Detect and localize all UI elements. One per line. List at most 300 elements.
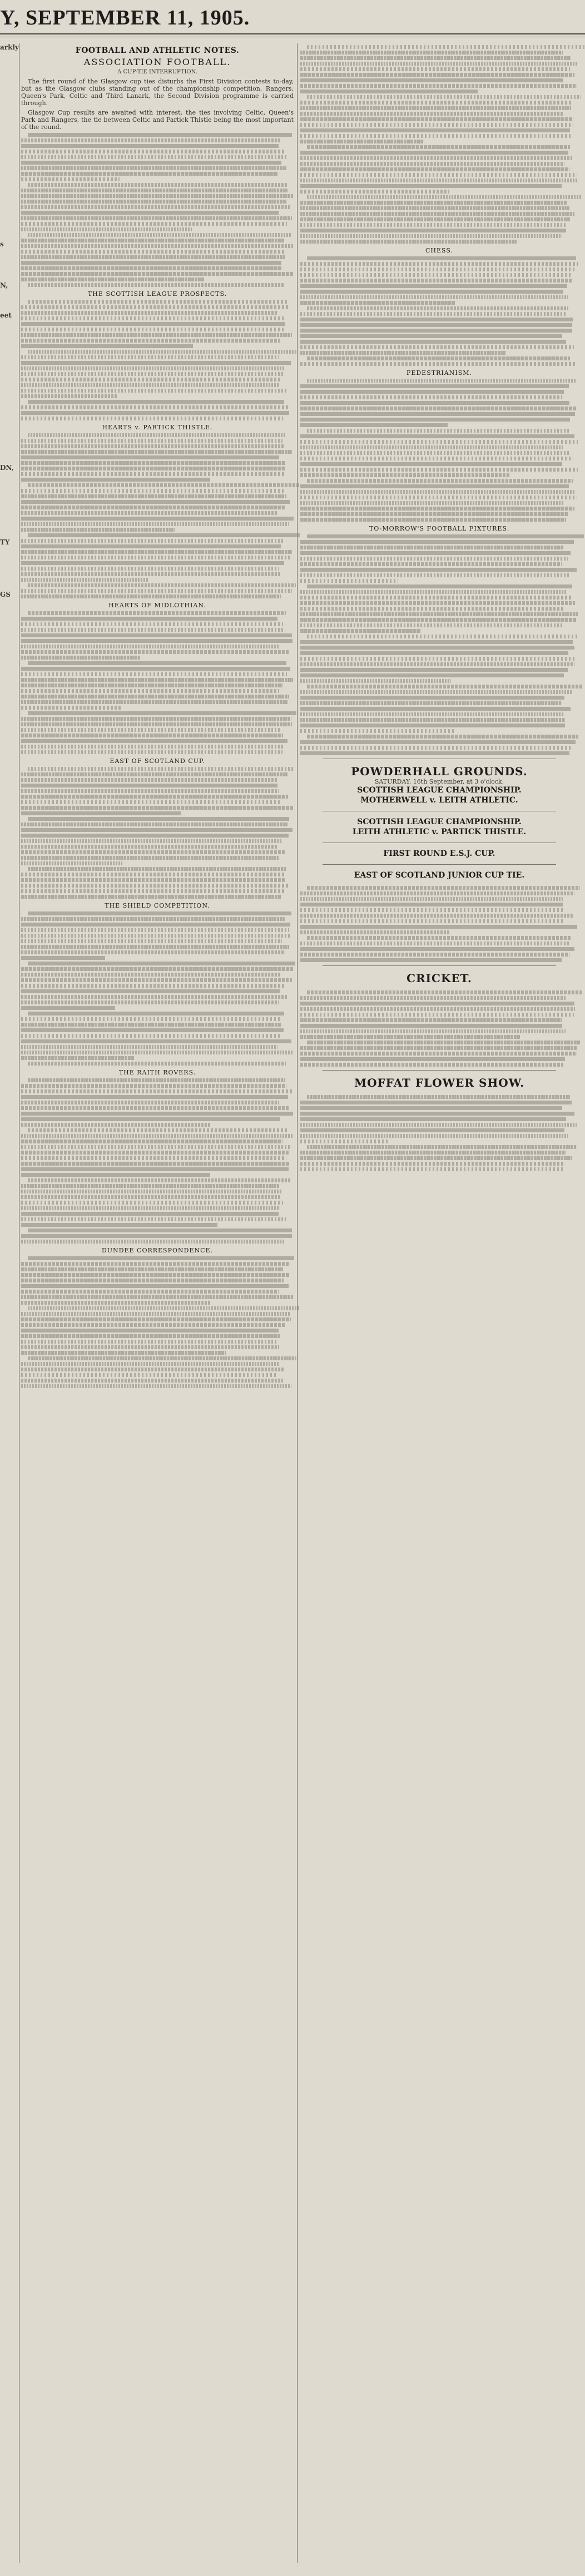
text-line: [28, 1128, 288, 1132]
text-line: [21, 339, 280, 343]
text-line: [300, 123, 573, 127]
text-line: [300, 629, 420, 633]
text-line: [21, 1334, 280, 1338]
text-line: [300, 318, 573, 321]
text-line: [21, 272, 293, 276]
text-line: [21, 177, 120, 181]
text-line: [300, 891, 574, 895]
section-heading: EAST OF SCOTLAND CUP.: [110, 757, 205, 765]
text-line: [21, 861, 122, 865]
article-paragraph: Glasgow Cup results are awaited with interest, the ties involving Celtic, Queen's Park and Rangers, the tie between Celtic and Partick Thistle being the most important of the round.: [21, 109, 294, 131]
text-line: [21, 1106, 290, 1110]
text-line: [21, 316, 285, 320]
text-line: [21, 984, 284, 988]
text-line: [21, 895, 281, 899]
text-line: [21, 550, 292, 554]
text-line: [21, 1206, 280, 1210]
text-line: [21, 1023, 281, 1027]
text-line: [21, 1140, 282, 1143]
text-line: [300, 423, 448, 427]
text-line: [21, 278, 205, 281]
text-line: [21, 1151, 289, 1155]
text-line: [300, 607, 563, 611]
text-line: [300, 262, 578, 266]
text-line: [21, 439, 282, 443]
gutter-column: [0, 43, 17, 2563]
text-line: [28, 283, 284, 287]
text-line: [28, 817, 289, 821]
text-line: [21, 189, 288, 192]
text-line: [21, 366, 285, 370]
ad-title: CRICKET.: [406, 972, 472, 985]
text-line: [21, 789, 279, 793]
text-line: [300, 490, 576, 494]
body-text-block: [21, 1078, 294, 1244]
ad-title: SCOTTISH LEAGUE CHAMPIONSHIP.: [357, 818, 522, 826]
body-text-block: [21, 133, 294, 287]
text-line: [300, 206, 570, 210]
ad-title: EAST OF SCOTLAND JUNIOR CUP TIE.: [354, 871, 525, 880]
text-line: [21, 1145, 290, 1149]
body-text-block: [300, 45, 578, 244]
text-line: [21, 544, 281, 548]
text-line: [28, 1256, 294, 1260]
text-line: [300, 117, 573, 121]
text-line: [300, 579, 398, 583]
body-text-block: [21, 1256, 294, 1388]
text-line: [28, 1228, 292, 1232]
text-line: [21, 172, 278, 176]
text-line: [21, 967, 293, 971]
text-line: [300, 679, 451, 683]
text-line: [300, 512, 568, 516]
text-line: [21, 595, 281, 598]
text-line: [300, 201, 567, 205]
text-line: [307, 534, 584, 538]
text-line: [21, 522, 289, 526]
text-line: [300, 457, 573, 460]
text-line: [300, 162, 564, 166]
ad-title: MOFFAT FLOWER SHOW.: [354, 1076, 525, 1089]
text-line: [300, 651, 568, 655]
text-line: [28, 1078, 285, 1082]
text-line: [21, 772, 288, 776]
text-line: [300, 412, 575, 416]
text-line: [300, 134, 571, 138]
text-line: [21, 956, 105, 960]
text-line: [300, 1134, 568, 1138]
text-line: [21, 1212, 279, 1216]
text-line: [300, 462, 562, 466]
text-line: [21, 689, 279, 693]
gutter-word: DN,: [0, 464, 14, 472]
text-line: [300, 279, 573, 283]
text-line: [300, 958, 562, 962]
section-heading: TO-MORROW'S FOOTBALL FIXTURES.: [369, 525, 510, 532]
section-heading: THE RAITH ROVERS.: [118, 1069, 196, 1076]
text-line: [21, 1190, 281, 1193]
text-line: [300, 140, 424, 143]
text-line: [300, 712, 563, 716]
text-line: [28, 533, 300, 537]
text-line: [21, 539, 284, 543]
text-line: [28, 483, 300, 487]
text-line: [300, 217, 571, 221]
text-line: [21, 923, 290, 927]
text-line: [21, 589, 292, 593]
body-text-block: [21, 433, 294, 598]
text-line: [300, 56, 571, 60]
text-line: [21, 333, 292, 337]
section-heading: DUNDEE CORRESPONDENCE.: [101, 1247, 214, 1254]
text-line: [307, 256, 576, 260]
text-line: [21, 617, 277, 621]
text-line: [28, 661, 286, 665]
text-line: [21, 1217, 286, 1221]
text-line: [21, 1028, 284, 1032]
text-line: [300, 908, 563, 912]
section-heading: THE SCOTTISH LEAGUE PROSPECTS.: [87, 290, 227, 298]
text-line: [307, 95, 581, 99]
text-line: [21, 1034, 280, 1038]
text-line: [300, 90, 478, 93]
text-line: [21, 645, 279, 648]
text-line: [21, 628, 285, 632]
body-text-block: [300, 534, 578, 755]
text-line: [21, 878, 285, 882]
text-line: [300, 440, 578, 444]
text-line: [300, 173, 577, 177]
text-line: [300, 267, 577, 271]
text-line: [300, 390, 564, 394]
text-line: [300, 673, 564, 677]
text-line: [21, 494, 286, 498]
text-line: [21, 478, 210, 482]
text-line: [21, 1234, 292, 1238]
text-line: [300, 1167, 563, 1171]
text-line: [21, 845, 278, 849]
text-line: [300, 501, 563, 505]
text-line: [21, 1262, 290, 1266]
section-heading: PEDESTRIANISM.: [406, 369, 472, 377]
text-line: [300, 914, 573, 918]
text-line: [21, 1323, 285, 1327]
text-line: [307, 635, 579, 638]
text-line: [307, 379, 576, 383]
text-line: [300, 740, 576, 744]
text-line: [300, 184, 562, 188]
ad-subtitle: SATURDAY, 16th September, at 3 o'clock.: [374, 778, 504, 785]
ad-teams: LEITH ATHLETIC v. PARTICK THISTLE.: [352, 828, 527, 836]
text-line: [28, 767, 293, 771]
text-line: [21, 828, 292, 832]
text-line: [21, 556, 291, 559]
advertisement: [300, 765, 578, 805]
text-line: [21, 978, 292, 982]
text-line: [28, 400, 284, 404]
text-line: [21, 1301, 210, 1305]
text-line: [300, 312, 566, 316]
text-line: [21, 622, 283, 626]
text-line: [300, 167, 569, 171]
text-line: [300, 229, 566, 232]
text-line: [300, 351, 506, 355]
text-line: [21, 1329, 279, 1332]
text-line: [21, 811, 181, 815]
text-line: [300, 996, 566, 1000]
text-line: [300, 484, 569, 488]
text-line: [21, 1340, 277, 1344]
text-line: [21, 355, 279, 359]
text-line: [300, 657, 577, 661]
text-line: [300, 334, 562, 338]
advertisement: [300, 817, 578, 837]
body-text-block: [300, 379, 578, 522]
body-text-block: [21, 767, 294, 899]
text-line: [21, 405, 289, 409]
text-line: [300, 362, 576, 366]
text-line: [28, 1306, 299, 1310]
divider: [323, 864, 556, 865]
text-line: [21, 372, 285, 376]
text-line: [300, 1063, 563, 1067]
text-line: [21, 1017, 281, 1021]
text-line: [300, 746, 572, 750]
text-line: [300, 329, 572, 333]
text-line: [300, 1052, 577, 1056]
article-column-right: [300, 43, 578, 2563]
text-line: [21, 361, 291, 365]
text-line: [300, 601, 575, 605]
text-line: [300, 1007, 575, 1011]
text-line: [300, 897, 563, 901]
text-line: [300, 1057, 565, 1061]
text-line: [21, 1379, 283, 1383]
body-text-block: [300, 886, 578, 962]
text-line: [21, 1112, 293, 1116]
text-line: [300, 106, 571, 110]
section-heading: HEARTS OF MIDLOTHIAN.: [108, 602, 206, 609]
text-line: [21, 778, 277, 782]
text-line: [21, 989, 280, 993]
text-line: [21, 839, 281, 843]
text-line: [300, 301, 455, 305]
text-line: [28, 1356, 296, 1360]
text-line: [21, 722, 292, 726]
text-line: [21, 1290, 279, 1294]
text-line: [300, 507, 574, 511]
text-line: [21, 639, 292, 643]
text-line: [300, 623, 564, 627]
body-text-block: [21, 911, 294, 1066]
text-line: [21, 1223, 217, 1227]
text-line: [300, 903, 563, 906]
text-line: [21, 455, 279, 459]
text-line: [21, 1295, 294, 1299]
date-line: Y, SEPTEMBER 11, 1905.: [0, 6, 250, 29]
text-line: [300, 240, 517, 244]
text-line: [28, 133, 292, 137]
text-line: [21, 917, 285, 921]
text-line: [21, 884, 288, 888]
text-line: [28, 867, 286, 871]
text-line: [21, 1345, 279, 1349]
text-line: [21, 717, 291, 721]
text-line: [21, 739, 287, 743]
text-line: [307, 1041, 581, 1044]
text-line: [21, 1184, 280, 1188]
gutter-word: s: [0, 240, 4, 248]
text-line: [21, 1173, 210, 1177]
gutter-word: arkly: [0, 43, 19, 51]
text-line: [21, 800, 280, 804]
text-line: [300, 401, 569, 405]
text-line: [21, 1156, 286, 1160]
column-subtitle: ASSOCIATION FOOTBALL.: [83, 57, 231, 67]
column-divider: [297, 43, 298, 2563]
text-line: [21, 672, 287, 676]
text-line: [300, 1156, 572, 1160]
text-line: [21, 517, 294, 521]
text-line: [21, 1056, 134, 1060]
text-line: [307, 584, 572, 588]
text-line: [21, 1273, 290, 1277]
text-line: [21, 417, 283, 420]
text-line: [21, 1351, 226, 1355]
text-line: [21, 261, 281, 265]
text-line: [21, 450, 292, 454]
text-line: [21, 995, 287, 999]
text-line: [307, 45, 584, 49]
text-line: [300, 407, 577, 410]
text-line: [300, 73, 574, 77]
text-line: [21, 511, 278, 515]
text-line: [300, 518, 566, 522]
text-line: [21, 1195, 280, 1199]
text-line: [307, 936, 572, 940]
text-line: [21, 255, 285, 259]
text-line: [21, 1240, 285, 1244]
text-line: [21, 950, 285, 954]
text-line: [300, 612, 578, 616]
text-line: [307, 735, 578, 739]
text-line: [300, 112, 564, 116]
text-line: [21, 144, 279, 148]
advertisement: [300, 1076, 578, 1089]
text-line: [21, 1373, 277, 1377]
text-line: [21, 856, 279, 860]
text-line: [21, 889, 285, 893]
text-line: [307, 356, 570, 360]
ad-event: SCOTTISH LEAGUE CHAMPIONSHIP.: [357, 786, 522, 795]
text-line: [300, 573, 569, 577]
advertisement: [300, 849, 578, 859]
text-line: [21, 795, 288, 799]
text-line: [300, 546, 564, 549]
text-line: [300, 273, 573, 277]
text-line: [300, 234, 562, 238]
text-line: [300, 690, 572, 694]
column-title: FOOTBALL AND ATHLETIC NOTES.: [75, 46, 240, 55]
text-line: [21, 728, 281, 732]
text-line: [21, 667, 290, 671]
text-line: [300, 1029, 566, 1033]
text-line: [300, 724, 565, 727]
text-line: [300, 67, 570, 71]
text-line: [300, 1101, 572, 1104]
text-line: [28, 583, 296, 587]
text-line: [300, 1162, 563, 1166]
text-line: [21, 250, 285, 254]
text-line: [300, 51, 563, 55]
text-line: [300, 1117, 566, 1121]
text-line: [21, 928, 289, 932]
text-line: [21, 567, 279, 571]
text-line: [300, 345, 574, 349]
text-line: [300, 128, 570, 132]
ad-title: POWDERHALL GROUNDS.: [351, 765, 528, 778]
body-text-block: [300, 990, 578, 1067]
text-line: [300, 179, 578, 182]
article-paragraph: The first round of the Glasgow cup ties disturbs the First Division contests to-day, but as the Glasgow clubs standing out of the championship competition, Rangers, Queen's Park, Celtic and Third Lanark, the Second Division programme is carried through.: [21, 78, 294, 107]
text-line: [300, 84, 577, 88]
text-line: [300, 1002, 574, 1005]
text-line: [21, 823, 287, 826]
divider: [323, 1070, 556, 1071]
gutter-word: TY: [0, 538, 10, 546]
text-line: [21, 1095, 288, 1099]
text-line: [21, 806, 294, 810]
text-line: [21, 1000, 279, 1004]
text-line: [300, 551, 571, 555]
text-line: [300, 718, 565, 722]
text-line: [300, 151, 568, 155]
text-line: [21, 1368, 284, 1371]
text-line: [300, 942, 570, 945]
text-line: [21, 1384, 291, 1388]
text-line: [21, 873, 284, 876]
text-line: [21, 194, 294, 198]
text-line: [21, 394, 118, 398]
text-line: [21, 161, 281, 165]
text-line: [300, 1112, 574, 1116]
text-line: [300, 562, 562, 566]
gutter-word: GS: [0, 591, 11, 598]
text-line: [21, 784, 277, 787]
text-line: [21, 834, 289, 838]
text-line: [21, 750, 282, 754]
text-line: [300, 1128, 564, 1132]
text-line: [300, 323, 572, 327]
text-line: [300, 751, 569, 755]
text-line: [21, 411, 289, 415]
text-line: [300, 1018, 562, 1022]
text-line: [300, 290, 563, 294]
text-line: [300, 618, 576, 622]
text-line: [300, 295, 568, 299]
article-column-left: [21, 43, 294, 2563]
text-line: [21, 1006, 115, 1010]
text-line: [21, 1167, 289, 1171]
text-line: [28, 300, 287, 304]
text-line: [300, 696, 564, 700]
text-line: [21, 211, 279, 215]
text-line: [300, 223, 566, 227]
text-line: [21, 305, 289, 309]
text-line: [300, 953, 569, 957]
text-line: [21, 138, 281, 142]
text-line: [21, 467, 285, 470]
